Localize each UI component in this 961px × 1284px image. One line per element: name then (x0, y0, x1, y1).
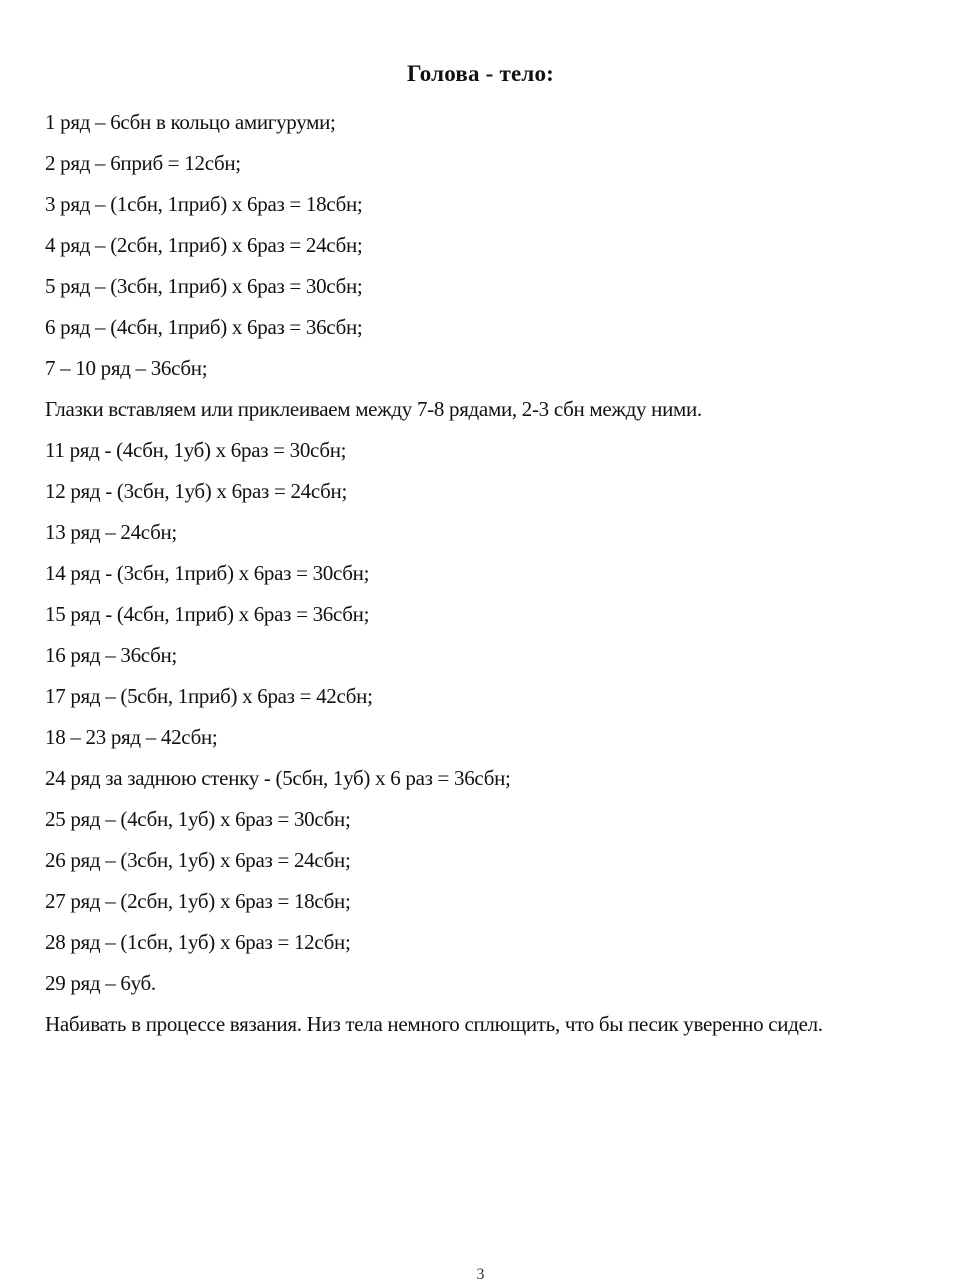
note-line: Набивать в процессе вязания. Низ тела немного сплющить, что бы песик уверенно сидел. (45, 1012, 823, 1036)
instruction-line: 7 – 10 ряд – 36сбн; (45, 356, 208, 380)
instruction-line: 13 ряд – 24сбн; (45, 520, 177, 544)
instruction-line: 27 ряд – (2сбн, 1уб) х 6раз = 18сбн; (45, 889, 351, 913)
instruction-line: 17 ряд – (5сбн, 1приб) х 6раз = 42сбн; (45, 684, 373, 708)
instruction-line: 3 ряд – (1сбн, 1приб) х 6раз = 18сбн; (45, 192, 363, 216)
instruction-line: 28 ряд – (1сбн, 1уб) х 6раз = 12сбн; (45, 930, 351, 954)
instruction-line: 14 ряд - (3сбн, 1приб) х 6раз = 30сбн; (45, 561, 370, 585)
instruction-line: 4 ряд – (2сбн, 1приб) х 6раз = 24сбн; (45, 233, 363, 257)
instruction-line: 25 ряд – (4сбн, 1уб) х 6раз = 30сбн; (45, 807, 351, 831)
instruction-line: 11 ряд - (4сбн, 1уб) х 6раз = 30сбн; (45, 438, 347, 462)
page-number: 3 (476, 1266, 485, 1283)
section-title: Голова - тело: (406, 61, 555, 86)
note-line: Глазки вставляем или приклеиваем между 7-8 рядами, 2-3 сбн между ними. (45, 397, 702, 421)
instruction-line: 16 ряд – 36сбн; (45, 643, 177, 667)
instruction-line: 6 ряд – (4сбн, 1приб) х 6раз = 36сбн; (45, 315, 363, 339)
instruction-line: 29 ряд – 6уб. (45, 971, 156, 995)
instruction-line: 26 ряд – (3сбн, 1уб) х 6раз = 24сбн; (45, 848, 351, 872)
instruction-list (45, 108, 823, 1051)
instruction-line: 12 ряд - (3сбн, 1уб) х 6раз = 24сбн; (45, 479, 347, 503)
instruction-line: 15 ряд - (4сбн, 1приб) х 6раз = 36сбн; (45, 602, 370, 626)
instruction-line: 18 – 23 ряд – 42сбн; (45, 725, 218, 749)
instruction-line: 5 ряд – (3сбн, 1приб) х 6раз = 30сбн; (45, 274, 363, 298)
instruction-line: 2 ряд – 6приб = 12сбн; (45, 151, 241, 175)
instruction-line: 1 ряд – 6сбн в кольцо амигуруми; (45, 110, 336, 134)
instruction-line: 24 ряд за заднюю стенку - (5сбн, 1уб) х 6 раз = 36сбн; (45, 766, 511, 790)
